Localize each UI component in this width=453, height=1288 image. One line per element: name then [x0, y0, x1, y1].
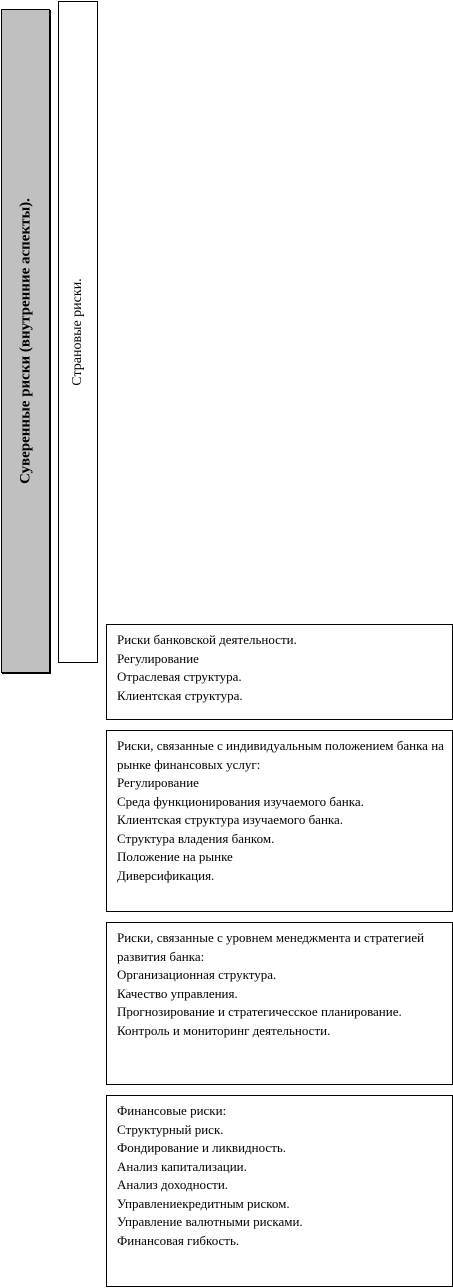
panel-item: Организационная структура. — [117, 967, 277, 982]
financial-risks-panel — [106, 1095, 453, 1287]
panel-item: Диверсификация. — [117, 867, 215, 883]
panel-item: Качество управления. — [117, 985, 238, 1001]
panel-item: Контроль и мониторинг деятельности. — [117, 1022, 331, 1038]
panel-item: Управление валютными рисками. — [117, 1214, 303, 1229]
country-risks-label: Страновые риски. — [70, 278, 85, 386]
panel-item: Клиентская структура. — [117, 687, 243, 703]
panel-item: Структурный риск. — [117, 1121, 224, 1137]
panel-item: Регулирование — [117, 650, 199, 666]
panel-item: Среда функционирования изучаемого банка. — [117, 793, 364, 809]
banking-activity-risks-panel — [106, 624, 453, 720]
panel-item: Управлениекредитным риском. — [117, 1195, 290, 1211]
panel-item: Отраслевая структура. — [117, 669, 242, 684]
sovereign-risks-box — [1, 9, 50, 673]
panel-item: Анализ капитализации. — [117, 1158, 247, 1174]
panel-item: Положение на рынке — [117, 849, 233, 864]
panel-item: Структура владения банком. — [117, 830, 275, 846]
panel-heading: Риски, связанные с уровнем менеджмента и стратегией развития банка: — [117, 930, 425, 964]
panel-heading: Риски, связанные с индивидуальным положением банка на рынке финансовых услуг: — [117, 738, 444, 772]
panel-item: Анализ доходности. — [117, 1177, 229, 1192]
management-strategy-risks-panel — [106, 922, 453, 1085]
country-risks-box — [58, 1, 98, 663]
sovereign-risks-label: Суверенные риски (внутренние аспекты). — [17, 198, 33, 484]
panel-item: Регулирование — [117, 775, 199, 790]
panel-item: Прогнозирование и стратегичесское планирование. — [117, 1004, 402, 1019]
individual-position-risks-panel — [106, 730, 453, 912]
panel-heading: Финансовые риски: — [117, 1103, 227, 1118]
panel-item: Фондирование и ликвидность. — [117, 1140, 287, 1155]
panel-heading: Риски банковской деятельности. — [117, 632, 297, 647]
panel-item: Клиентская структура изучаемого банка. — [117, 812, 344, 827]
panel-item: Финансовая гибкость. — [117, 1232, 240, 1248]
